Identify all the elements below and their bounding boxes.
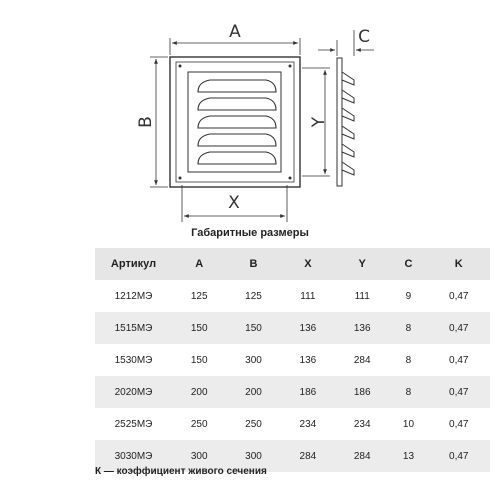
grille-dimension-drawing [0, 0, 500, 225]
dimensions-table [95, 248, 490, 472]
screw-hole [179, 65, 182, 68]
cell-k: 0,47 [449, 290, 469, 302]
footnote: К — коэффициент живого сечения [95, 466, 267, 477]
cell-k: 0,47 [428, 440, 490, 472]
table-row [95, 408, 490, 440]
table-header-row [95, 248, 490, 280]
cell-y: 136 [335, 312, 389, 344]
cell-article: 1212МЭ [114, 290, 153, 302]
cell-x: 136 [281, 312, 335, 344]
cell-article: 2020МЭ [95, 376, 172, 408]
cell-y: 234 [353, 418, 371, 430]
cell-b: 150 [226, 312, 280, 344]
side-view [337, 58, 354, 186]
cell-article: 2525МЭ [114, 418, 153, 430]
cell-b: 200 [226, 376, 280, 408]
header-article: Артикул [95, 248, 172, 280]
cell-b: 300 [245, 354, 262, 366]
cell-y: 284 [353, 354, 371, 366]
cell-c: 10 [402, 418, 415, 430]
screw-hole [289, 65, 292, 68]
cell-article: 1530МЭ [114, 354, 153, 366]
header-y: Y [335, 248, 389, 280]
cell-x: 186 [281, 376, 335, 408]
cell-x: 111 [300, 290, 316, 302]
cell-b: 125 [245, 290, 262, 302]
table-row [95, 312, 490, 344]
cell-x: 136 [299, 354, 317, 366]
cell-x: 284 [281, 440, 335, 472]
front-view [170, 57, 300, 187]
cell-article: 1515МЭ [95, 312, 172, 344]
cell-article: 3030МЭ [95, 440, 172, 472]
screw-hole [179, 177, 182, 180]
cell-c: 8 [405, 354, 412, 366]
screw-hole [289, 177, 292, 180]
cell-a: 125 [190, 290, 208, 302]
table-row [95, 280, 490, 312]
cell-y: 186 [335, 376, 389, 408]
header-c: C [389, 248, 427, 280]
cell-a: 250 [190, 418, 208, 430]
cell-a: 150 [190, 354, 208, 366]
cell-b: 250 [245, 418, 262, 430]
cell-c: 13 [389, 440, 427, 472]
table-row [95, 376, 490, 408]
cell-k: 0,47 [449, 418, 469, 430]
label-a: A [229, 22, 241, 42]
label-y: Y [309, 116, 329, 128]
header-a: A [172, 248, 226, 280]
cell-y: 111 [354, 290, 370, 302]
header-b: B [226, 248, 280, 280]
label-b: B [136, 116, 156, 128]
cell-k: 0,47 [428, 312, 490, 344]
cell-c: 9 [405, 290, 412, 302]
cell-k: 0,47 [428, 376, 490, 408]
table-caption: Габаритные размеры [191, 227, 309, 239]
cell-b: 300 [226, 440, 280, 472]
cell-x: 234 [299, 418, 317, 430]
label-c: C [358, 27, 370, 47]
cell-k: 0,47 [449, 354, 469, 366]
cell-a: 200 [172, 376, 226, 408]
cell-a: 150 [172, 312, 226, 344]
header-x: X [281, 248, 335, 280]
header-k: K [428, 248, 490, 280]
cell-a: 300 [172, 440, 226, 472]
cell-c: 8 [389, 312, 427, 344]
label-x: X [228, 193, 240, 213]
table-row [95, 344, 490, 376]
cell-c: 8 [389, 376, 427, 408]
cell-y: 284 [335, 440, 389, 472]
